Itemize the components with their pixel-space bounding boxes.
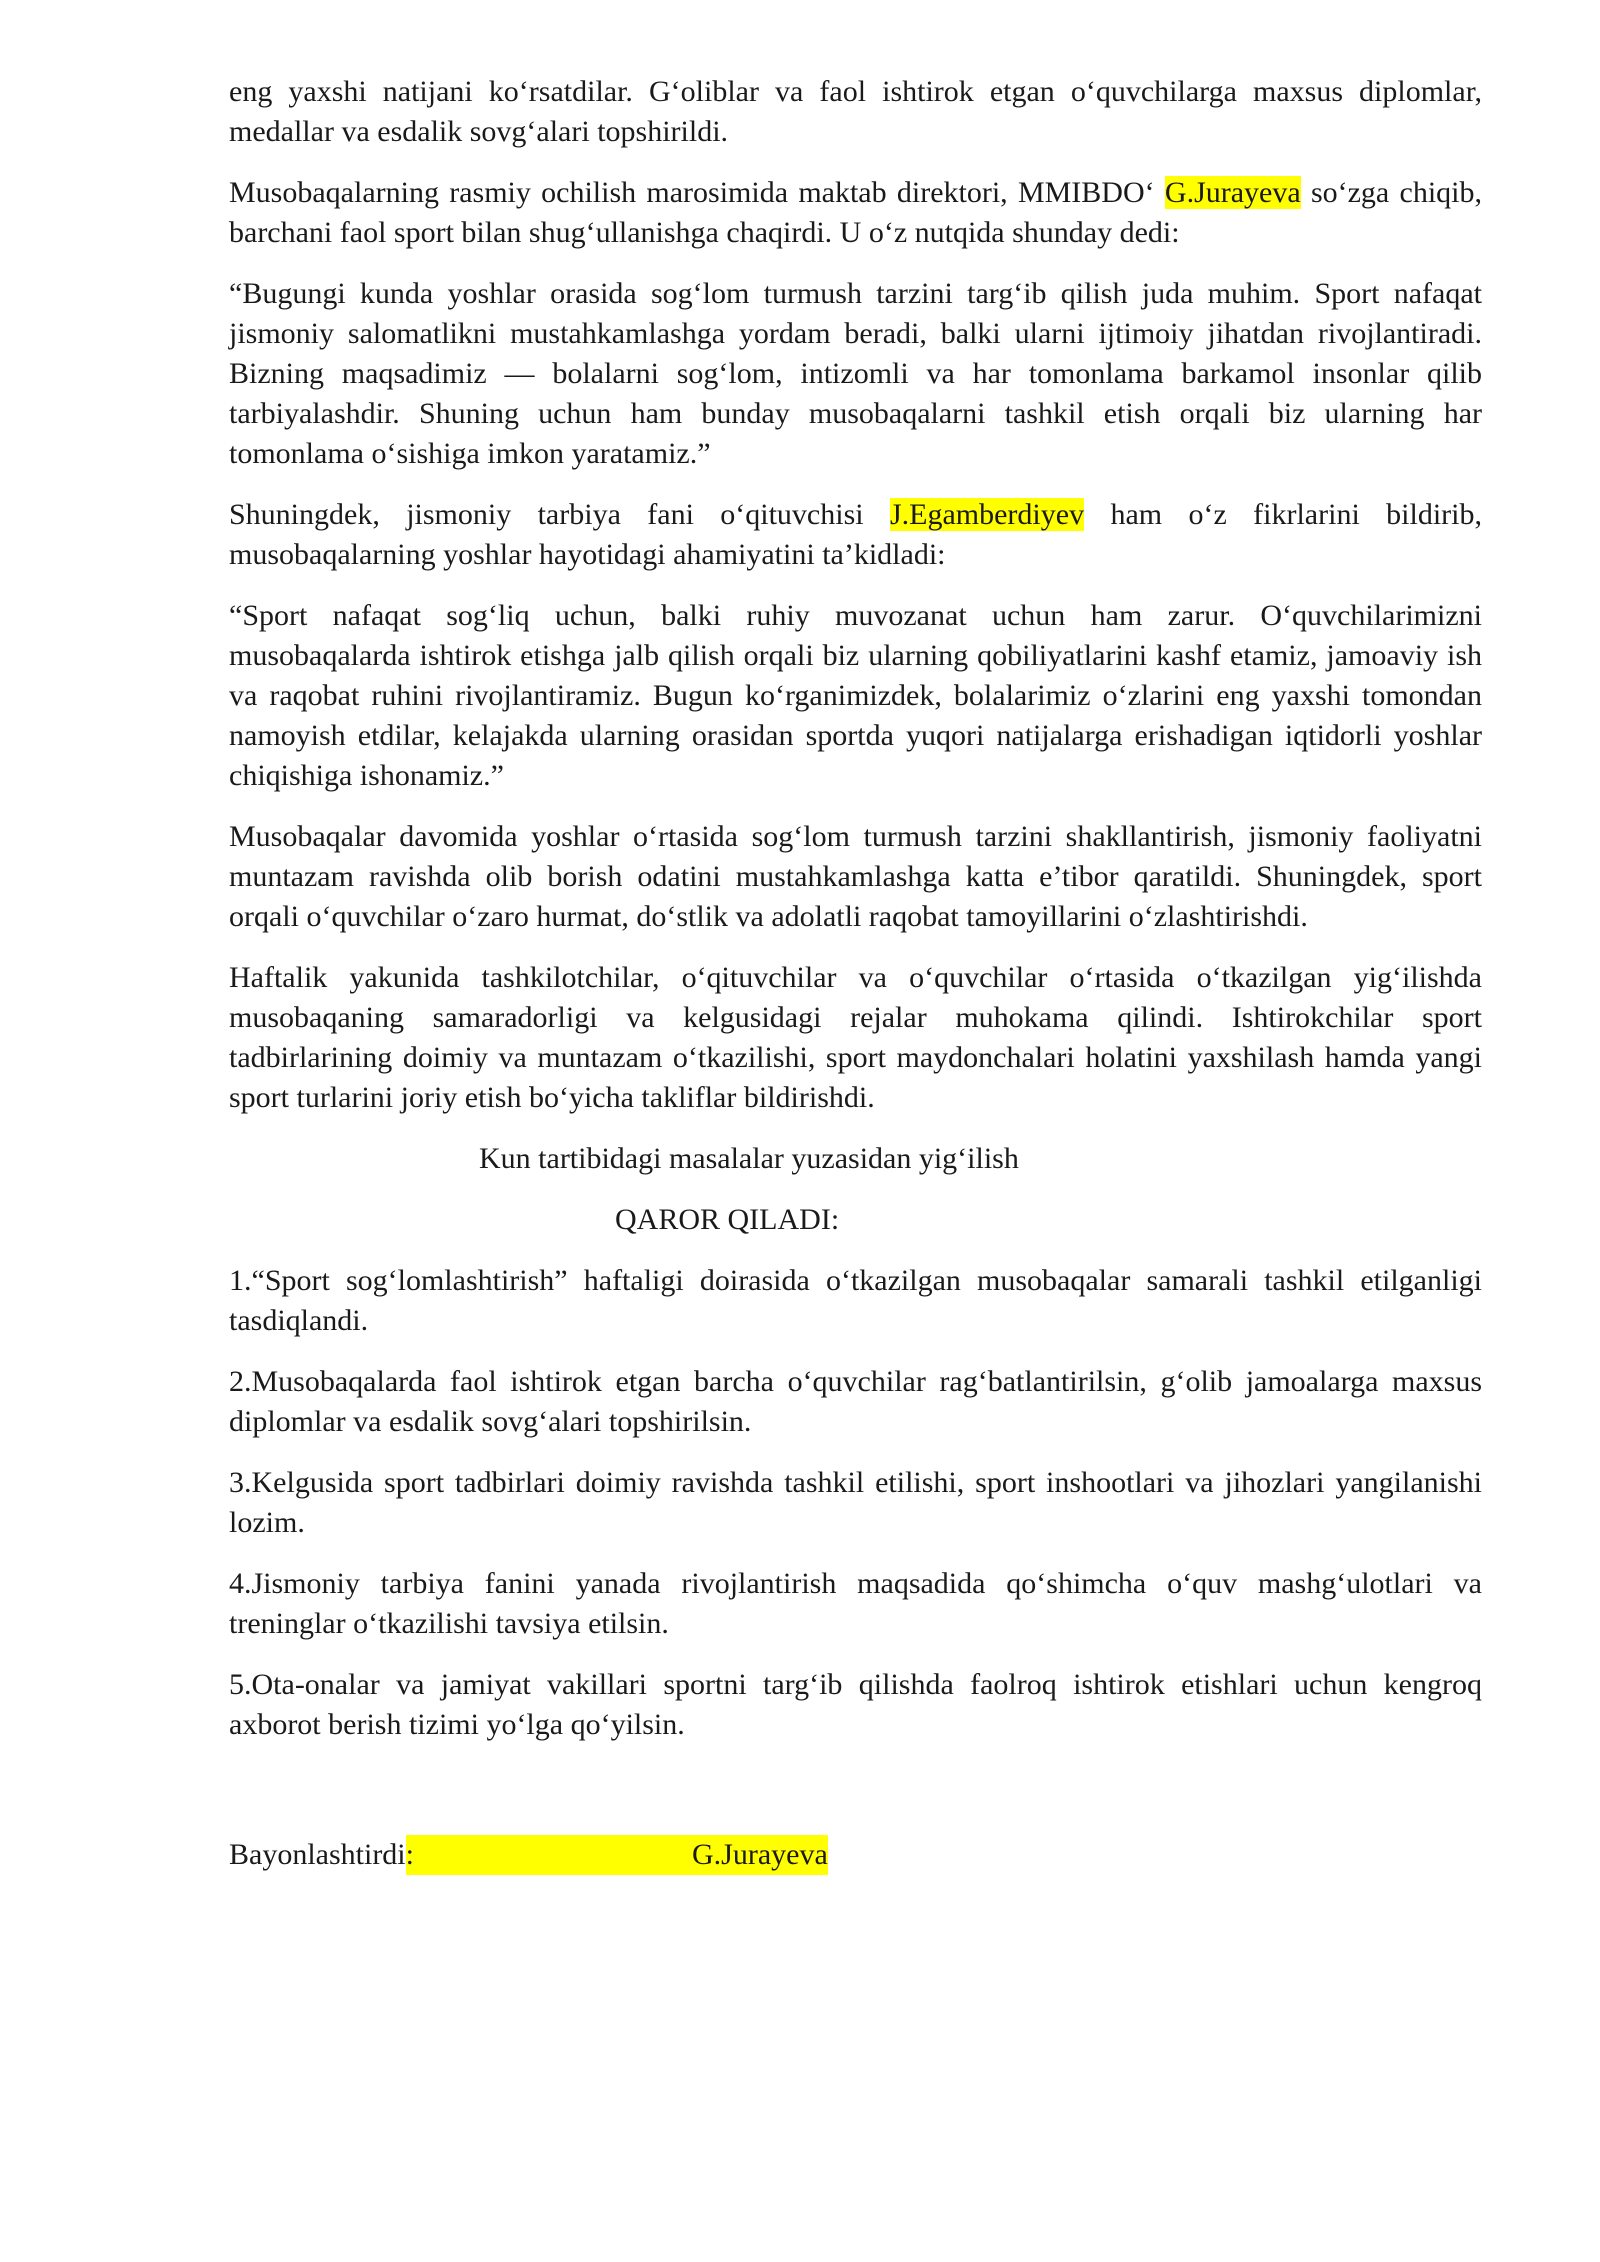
quote-teacher: “Sport nafaqat sog‘liq uchun, balki ruhiy muvozanat uchun ham zarur. O‘quvchilarimizni musobaqalarda ishtirok etishga jalb qilish orqali biz ularning qobiliyatlarini kashf etamiz, jamoaviy ish va raqobat ruhini rivojlantiramiz. Bugun ko‘rganimizdek, bolalarimiz o‘zlarini eng yaxshi tomondan namoyish etdilar, kelajakda ularning orasidan sportda yuqori natijalarga erishadigan iqtidorli yoshlar chiqishiga ishonamiz.” <box>229 599 1482 792</box>
signature-colon: : <box>405 1838 414 1871</box>
paragraph-meeting: Haftalik yakunida tashkilotchilar, o‘qituvchilar va o‘quvchilar o‘rtasida o‘tkazilgan yig‘ilishda musobaqaning samaradorligi va kelgusidagi rejalar muhokama qilindi. Ishtirokchilar sport tadbirlarining doimiy va muntazam o‘tkazilishi, sport maydonchalari holatini yaxshilash hamda yangi sport turlarini joriy etish bo‘yicha takliflar bildirishdi. <box>229 961 1482 1114</box>
decision-item-4: 4.Jismoniy tarbiya fanini yanada rivojlantirish maqsadida qo‘shimcha o‘quv mashg‘ulotlari va treninglar o‘tkazilishi tavsiya etilsin. <box>229 1567 1482 1640</box>
highlighted-name-teacher: J.Egamberdiyev <box>889 498 1085 531</box>
paragraph-competition: Musobaqalar davomida yoshlar o‘rtasida sog‘lom turmush tarzini shakllantirish, jismoniy faoliyatni muntazam ravishda olib borish odatini mustahkamlashga katta e’tibor qaratildi. Shuningdek, sport orqali o‘quvchilar o‘zaro hurmat, do‘stlik va adolatli raqobat tamoyillarini o‘zlashtirishdi. <box>229 820 1482 933</box>
decision-item-5: 5.Ota-onalar va jamiyat vakillari sportni targ‘ib qilishda faolroq ishtirok etishlari uchun kengroq axborot berish tizimi yo‘lga qo‘yilsin. <box>229 1668 1482 1741</box>
decision-item-2: 2.Musobaqalarda faol ishtirok etgan barcha o‘quvchilar rag‘batlantirilsin, g‘olib jamoalarga maxsus diplomlar va esdalik sovg‘alari topshirilsin. <box>229 1365 1482 1438</box>
agenda-line: Kun tartibidagi masalalar yuzasidan yig‘ilish <box>479 1142 1019 1175</box>
decision-item-3: 3.Kelgusida sport tadbirlari doimiy ravishda tashkil etilishi, sport inshootlari va jihozlari yangilanishi lozim. <box>229 1466 1482 1539</box>
paragraph-results: eng yaxshi natijani ko‘rsatdilar. G‘oliblar va faol ishtirok etgan o‘quvchilarga maxsus diplomlar, medallar va esdalik sovg‘alari topshirildi. <box>229 75 1482 148</box>
signature-label: Bayonlashtirdi <box>229 1838 406 1871</box>
opening-text-after: so‘zga chiqib, barchani faol sport bilan shug‘ullanishga chaqirdi. U o‘z nutqida shunday dedi: <box>229 176 1483 249</box>
signature-name: G.Jurayeva <box>692 1838 828 1871</box>
document-page <box>229 72 1482 1875</box>
quote-director: “Bugungi kunda yoshlar orasida sog‘lom turmush tarzini targ‘ib qilish juda muhim. Sport nafaqat jismoniy salomatlikni mustahkamlashga yordam beradi, balki ularni ijtimoiy jihatdan rivojlantiradi. Bizning maqsadimiz — bolalarni sog‘lom, intizomli va har tomonlama barkamol insonlar qilib tarbiyalashdir. Shuning uchun ham bunday musobaqalarni tashkil etish orqali biz ularning har tomonlama o‘sishiga imkon yaratamiz.” <box>229 277 1482 470</box>
decision-heading: QAROR QILADI: <box>615 1203 840 1236</box>
signature-highlight <box>406 1835 828 1875</box>
signature-line <box>229 1835 1482 1875</box>
paragraph-teacher <box>229 495 1482 575</box>
teacher-text-before: Shuningdek, jismoniy tarbiya fani o‘qituvchisi <box>229 498 890 531</box>
decision-item-1: 1.“Sport sog‘lomlashtirish” haftaligi doirasida o‘tkazilgan musobaqalar samarali tashkil etilganligi tasdiqlandi. <box>229 1264 1482 1337</box>
opening-text-before: Musobaqalarning rasmiy ochilish marosimida maktab direktori, MMIBDO‘ <box>229 176 1165 209</box>
paragraph-opening <box>229 173 1482 253</box>
teacher-text-after: ham o‘z fikrlarini bildirib, musobaqalarning yoshlar hayotidagi ahamiyatini ta’kidladi: <box>229 498 1482 571</box>
highlighted-name-director: G.Jurayeva <box>1164 176 1301 209</box>
